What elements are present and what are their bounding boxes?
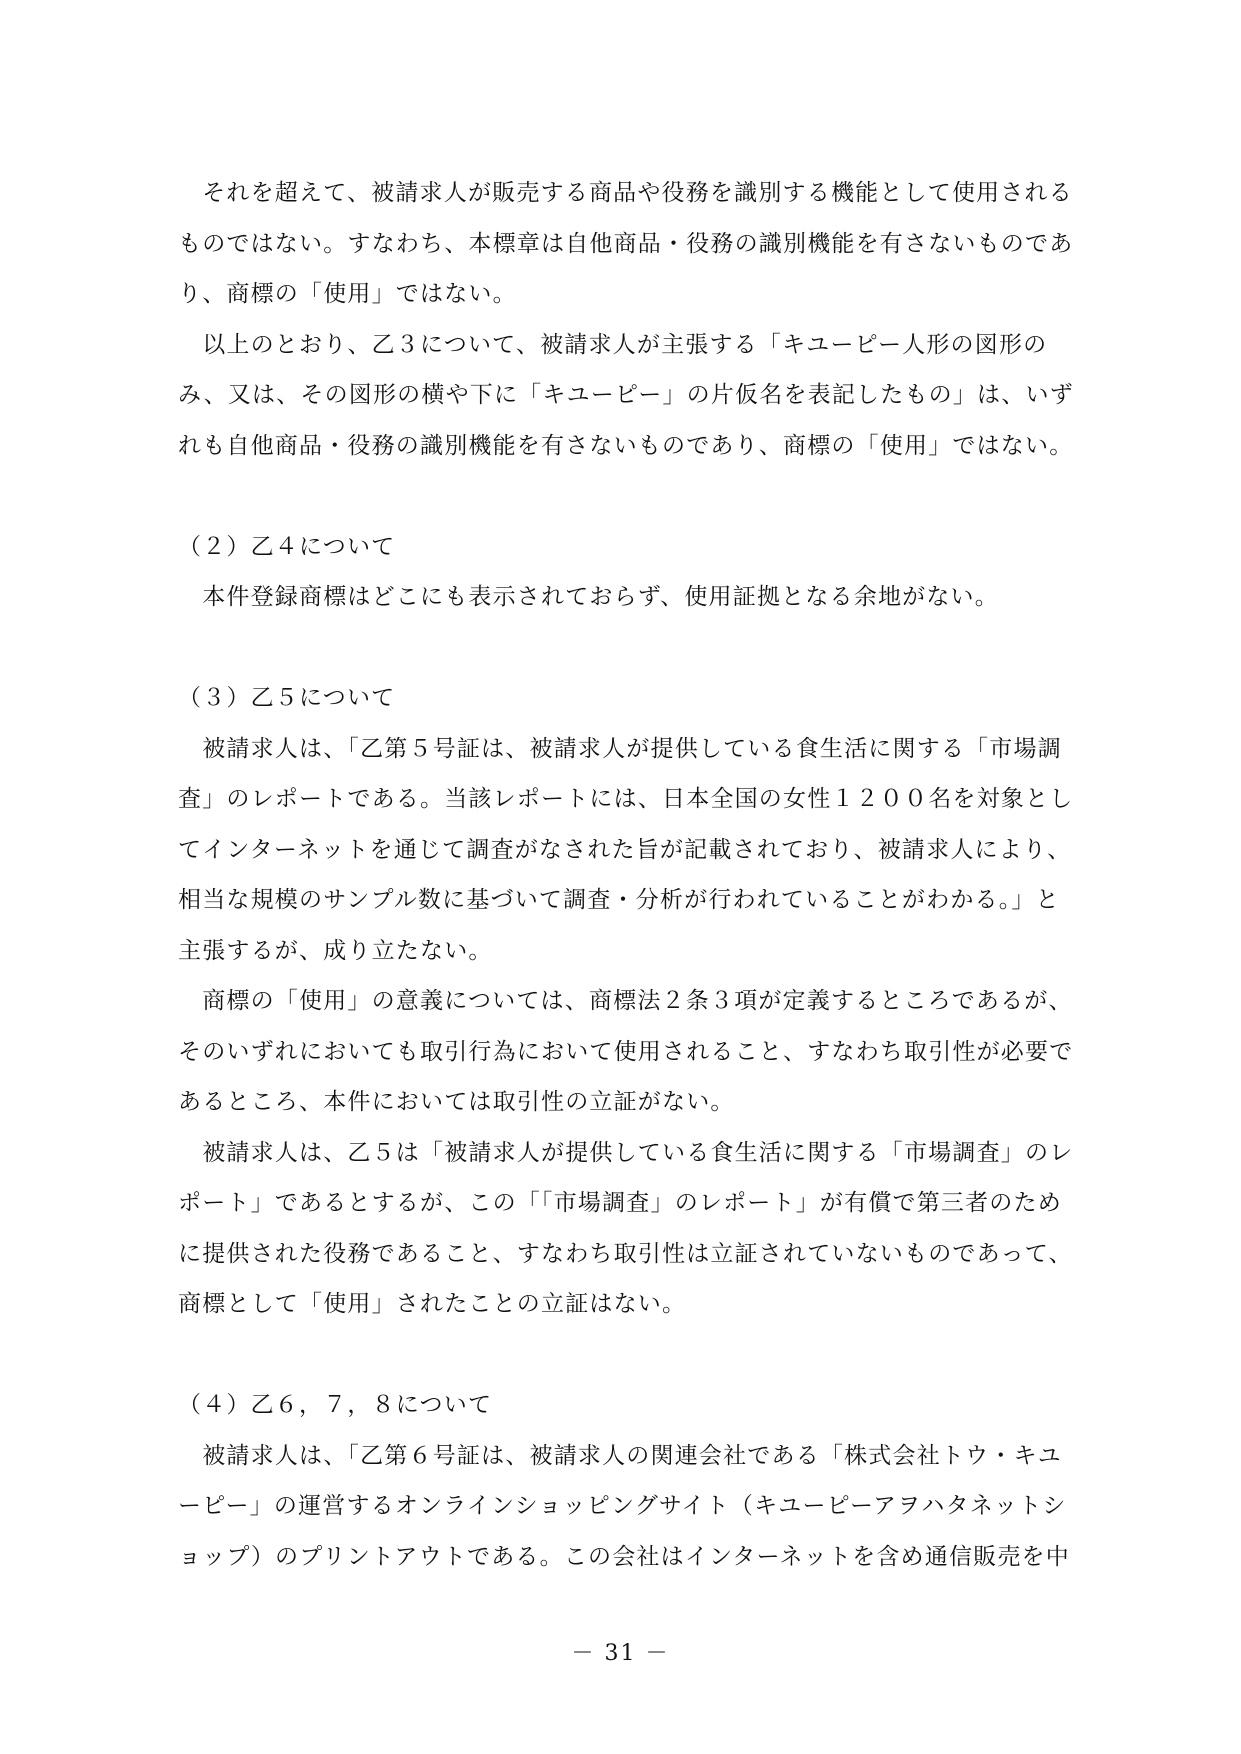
text-line: ーピー」の運営するオンラインショッピングサイト（キユーピーアヲハタネットシ xyxy=(178,1493,1067,1519)
text-line: ョップ）のプリントアウトである。この会社はインターネットを含め通信販売を中 xyxy=(178,1543,1070,1570)
text-line: てインターネットを通じて調査がなされた旨が記載されており、被請求人により、 xyxy=(178,836,1072,863)
text-line: 被請求人は、「乙第５号証は、被請求人が提供している食生活に関する「市場調 xyxy=(178,735,1062,762)
blank-line xyxy=(178,623,1098,674)
text-line: り、商標の「使用」ではない。 xyxy=(178,281,517,307)
text-line: それを超えて、被請求人が販売する商品や役務を識別する機能として使用される xyxy=(178,180,1073,206)
document-body xyxy=(178,168,1098,1582)
text-line: 商標として「使用」されたことの立証はない。 xyxy=(178,1291,687,1317)
text-line: あるところ、本件においては取引性の立証がない。 xyxy=(178,1089,735,1115)
text-line: 以上のとおり、乙３について、被請求人が主張する「キユーピー人形の図形の xyxy=(178,331,1048,358)
text-line: み、又は、その図形の横や下に「キユーピー」の片仮名を表記したもの」は、いず xyxy=(178,382,1074,408)
text-line: 相当な規模のサンプル数に基づいて調査・分析が行われていることがわかる。」と xyxy=(178,887,1060,913)
section-heading: （３）乙５について xyxy=(178,685,396,711)
blank-line xyxy=(178,1330,1098,1381)
section-heading: （２）乙４について xyxy=(178,533,396,560)
section-heading: （４）乙６，７，８について xyxy=(178,1392,493,1418)
text-line: 被請求人は、「乙第６号証は、被請求人の関連会社である「株式会社トウ・キユ xyxy=(178,1442,1062,1469)
text-line: 被請求人は、乙５は「被請求人が提供している食生活に関する「市場調査」のレ xyxy=(178,1139,1074,1166)
text-line: に提供された役務であること、すなわち取引性は立証されていないものであって、 xyxy=(178,1240,1073,1267)
text-line: そのいずれにおいても取引行為において使用されること、すなわち取引性が必要で xyxy=(178,1038,1074,1065)
text-line: 本件登録商標はどこにも表示されておらず、使用証拠となる余地がない。 xyxy=(178,584,999,610)
page-number: － 31 － xyxy=(571,1641,670,1666)
text-line: 商標の「使用」の意義については、商標法２条３項が定義するところであるが、 xyxy=(178,988,1073,1014)
text-line: ポート」であるとするが、この「「市場調査」のレポート」が有償で第三者のため xyxy=(178,1190,1062,1216)
text-line: 主張するが、成り立たない。 xyxy=(178,937,493,964)
text-line: 査」のレポートである。当該レポートには、日本全国の女性１２００名を対象とし xyxy=(178,786,1074,812)
blank-line xyxy=(178,471,1098,522)
text-line: ものではない。すなわち、本標章は自他商品・役務の識別機能を有さないものであ xyxy=(178,230,1074,257)
text-line: れも自他商品・役務の識別機能を有さないものであり、商標の「使用」ではない。 xyxy=(178,432,1074,459)
